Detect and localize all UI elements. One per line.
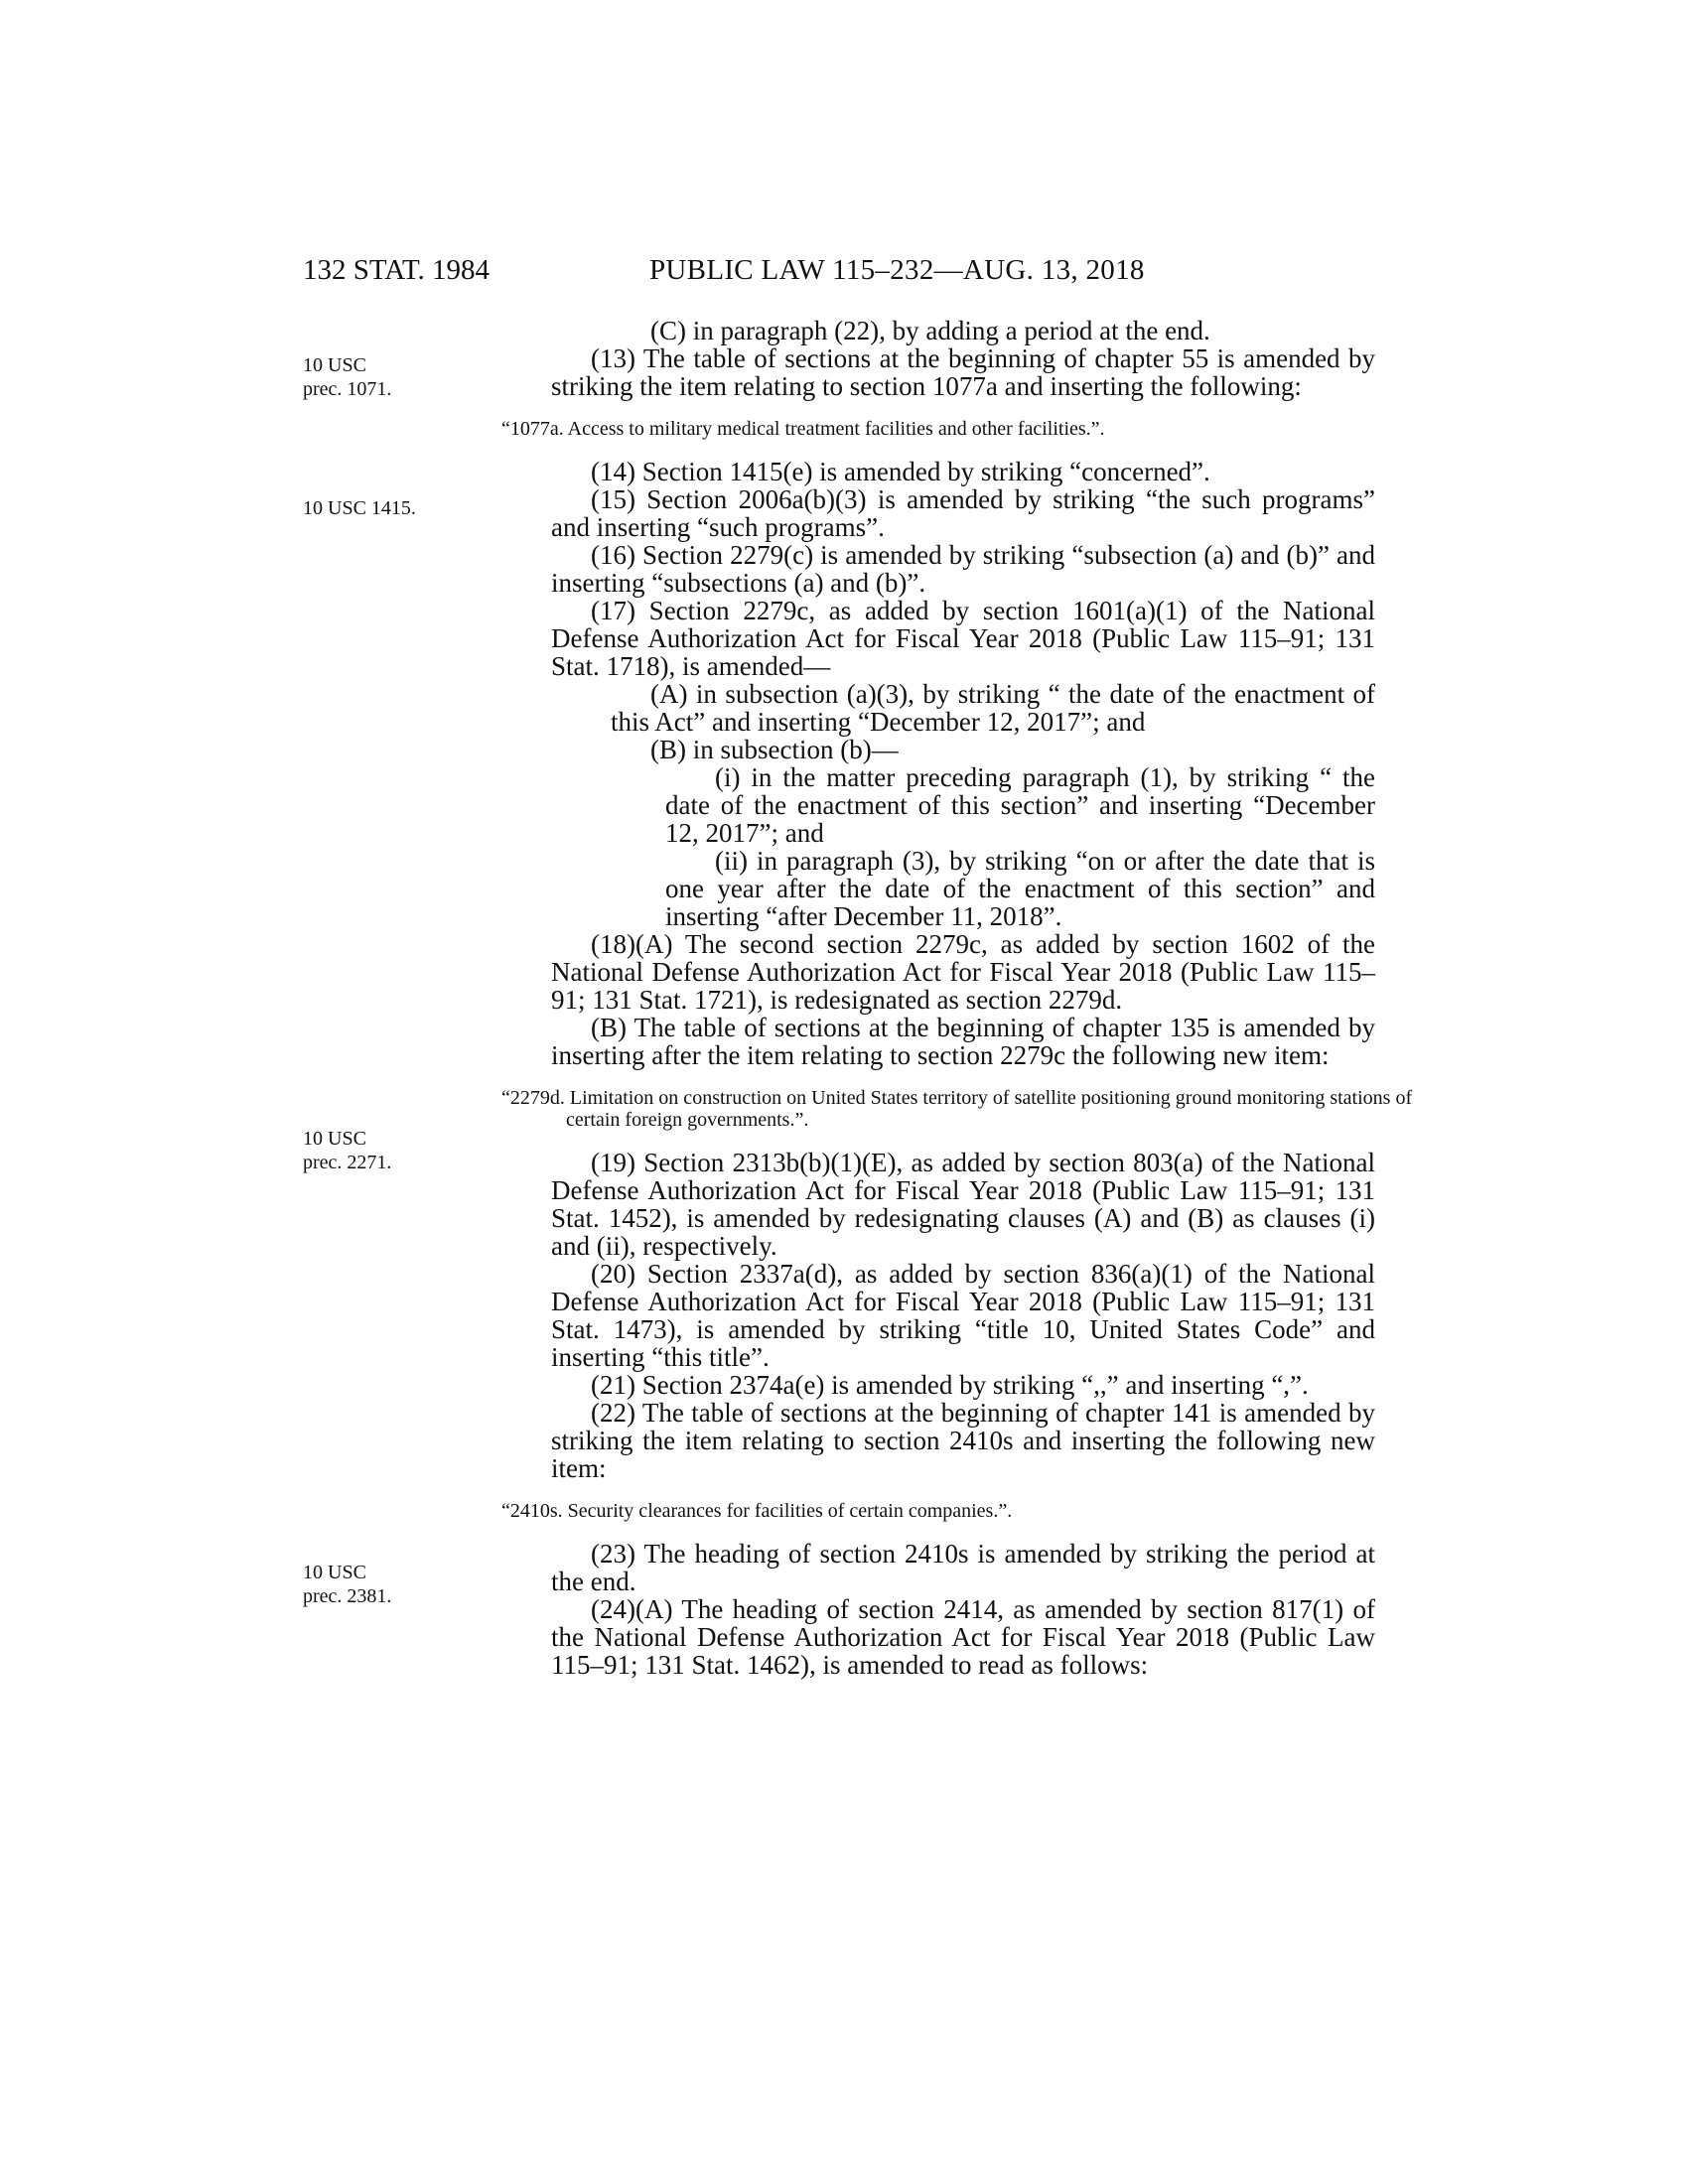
paragraph-17-a: (A) in subsection (a)(3), by striking “ the date of the enactment of this Act” and inserting “December 12, 2017”; and [611, 679, 1375, 737]
table-item-1077a: “1077a. Access to military medical treatment facilities and other facilities.”. [501, 418, 1105, 440]
table-item-2410s: “2410s. Security clearances for facilities of certain companies.”. [501, 1500, 1013, 1522]
margin-note-1415: 10 USC 1415. [303, 497, 416, 519]
paragraph-12-c: (C) in paragraph (22), by adding a period at the end. [650, 316, 1210, 345]
paragraph-18-a: (18)(A) The second section 2279c, as added by section 1602 of the National Defense Authorization Act for Fiscal Year 2018 (Public Law 115–91; 131 Stat. 1721), is redesignated as section 2279d. [551, 929, 1375, 1015]
paragraph-23: (23) The heading of section 2410s is amended by striking the period at the end. [551, 1539, 1375, 1596]
paragraph-13: (13) The table of sections at the beginning of chapter 55 is amended by striking the item relating to section 1077a and inserting the following: [551, 343, 1375, 401]
paragraph-20: (20) Section 2337a(d), as added by section 836(a)(1) of the National Defense Authorization Act for Fiscal Year 2018 (Public Law 115–91; 131 Stat. 1473), is amended by striking “title 10, United States Code” and inserting “this title”. [551, 1259, 1375, 1372]
paragraph-24-a: (24)(A) The heading of section 2414, as amended by section 817(1) of the National Defense Authorization Act for Fiscal Year 2018 (Public Law 115–91; 131 Stat. 1462), is amended to read as follows: [551, 1594, 1375, 1680]
paragraph-18-b: (B) The table of sections at the beginning of chapter 135 is amended by inserting after the item relating to section 2279c the following new item: [551, 1013, 1375, 1070]
table-item-2279d: “2279d. Limitation on construction on United States territory of satellite positioning ground monitoring stations of certain foreign governments.”. [501, 1087, 1413, 1131]
paragraph-21: (21) Section 2374a(e) is amended by striking “,,” and inserting “,”. [591, 1370, 1309, 1400]
paragraph-14: (14) Section 1415(e) is amended by striking “concerned”. [591, 457, 1210, 486]
paragraph-17-b-i: (i) in the matter preceding paragraph (1), by striking “ the date of the enactment of this section” and inserting “December 12, 2017”; and [665, 762, 1375, 848]
margin-note-prec-2271: 10 USC prec. 2271. [303, 1128, 392, 1173]
paragraph-17: (17) Section 2279c, as added by section 1601(a)(1) of the National Defense Authorization Act for Fiscal Year 2018 (Public Law 115–91; 131 Stat. 1718), is amended— [551, 596, 1375, 681]
law-title: PUBLIC LAW 115–232—AUG. 13, 2018 [649, 254, 1145, 286]
paragraph-17-b: (B) in subsection (b)— [650, 735, 899, 764]
stat-page-number: 132 STAT. 1984 [303, 254, 491, 286]
margin-note-prec-1071: 10 USC prec. 1071. [303, 354, 392, 400]
paragraph-15: (15) Section 2006a(b)(3) is amended by striking “the such programs” and inserting “such programs”. [551, 484, 1375, 542]
paragraph-16: (16) Section 2279(c) is amended by striking “subsection (a) and (b)” and inserting “subsections (a) and (b)”. [551, 540, 1375, 598]
margin-note-prec-2381: 10 USC prec. 2381. [303, 1562, 392, 1607]
paragraph-17-b-ii: (ii) in paragraph (3), by striking “on or after the date that is one year after the date of the enactment of this section” and inserting “after December 11, 2018”. [665, 846, 1375, 931]
paragraph-22: (22) The table of sections at the beginning of chapter 141 is amended by striking the item relating to section 2410s and inserting the following new item: [551, 1398, 1375, 1483]
paragraph-19: (19) Section 2313b(b)(1)(E), as added by section 803(a) of the National Defense Authorization Act for Fiscal Year 2018 (Public Law 115–91; 131 Stat. 1452), is amended by redesignating clauses (A) and (B) as clauses (i) and (ii), respectively. [551, 1148, 1375, 1261]
page-header [303, 250, 1367, 290]
law-body [501, 316, 1413, 1680]
